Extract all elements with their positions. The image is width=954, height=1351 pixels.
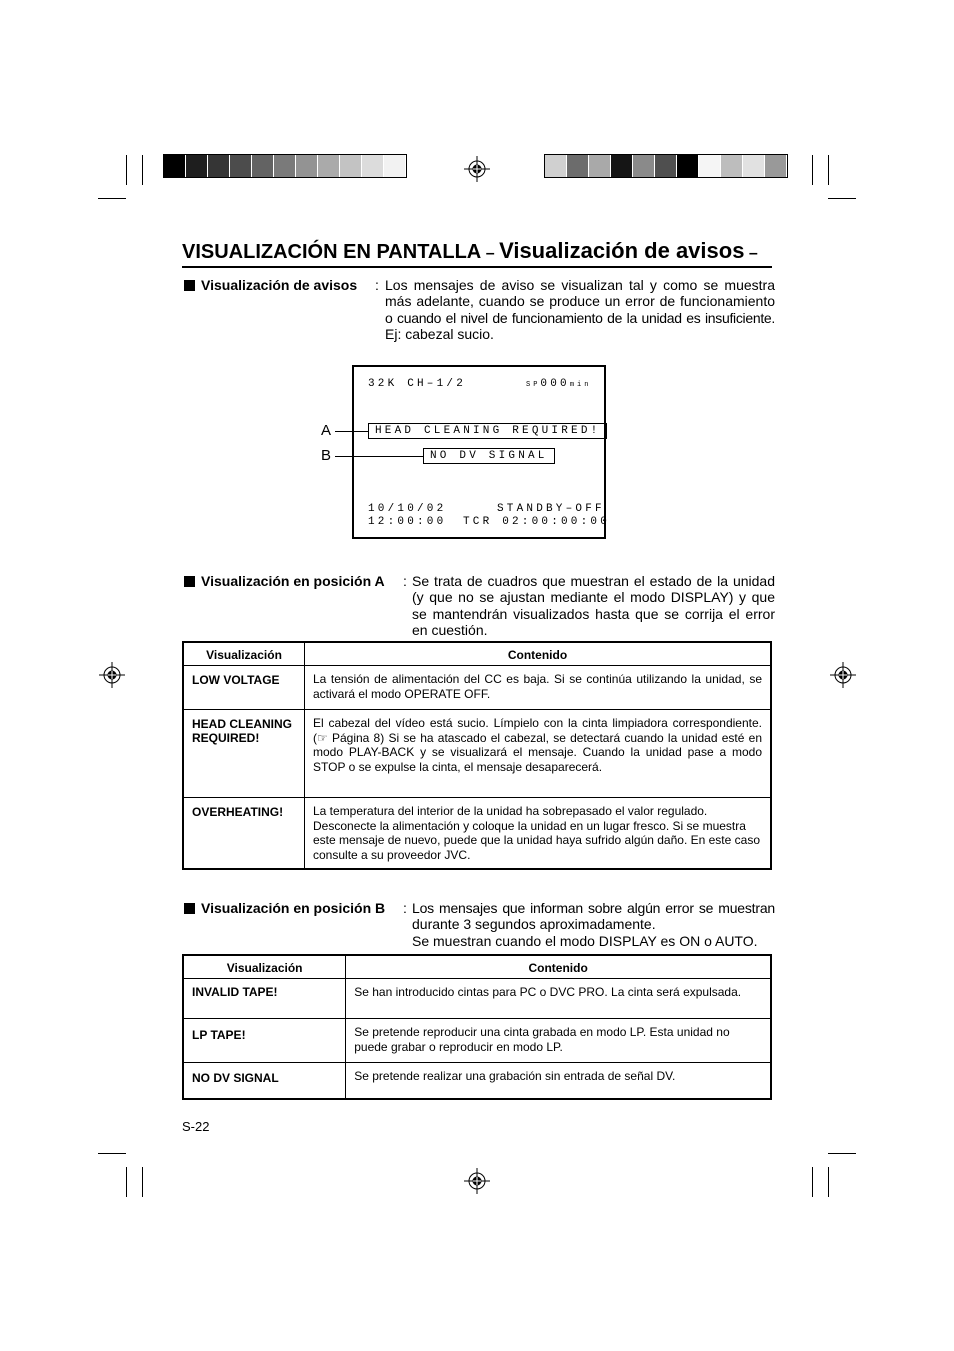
screen-time: 12:00:00 (368, 516, 447, 528)
row-key: LP TAPE! (183, 1019, 346, 1063)
screen-line1-left: 32K CH–1/2 (368, 378, 467, 390)
row-key: HEAD CLEANING REQUIRED! (183, 710, 305, 798)
section-a-line: Se trata de cuadros que muestran el estado de la unidad (412, 573, 775, 589)
row-key: OVERHEATING! (183, 798, 305, 870)
section-b-table (182, 954, 772, 1100)
section-b-colon: : (403, 900, 407, 916)
title-dash: – (748, 245, 758, 262)
page-title (182, 238, 758, 264)
row-value: Se pretende realizar una grabación sin entrada de señal DV. (346, 1063, 771, 1099)
page-number: S-22 (182, 1119, 210, 1134)
registration-target-icon (464, 156, 490, 182)
crop-mark-tr-v (828, 155, 829, 185)
crop-mark-bl-h (98, 1153, 126, 1154)
crop-mark-tr-h (828, 198, 856, 199)
square-bullet-icon (184, 576, 195, 587)
column-header-visualizacion: Visualización (183, 955, 346, 979)
section-a-heading-text: Visualización en posición A (201, 573, 385, 589)
column-header-contenido: Contenido (305, 642, 772, 666)
gray-scale-bar-right (544, 154, 788, 178)
screen-standby: STANDBY–OFF (497, 503, 605, 515)
screen-counter: 000 (540, 378, 570, 390)
section-a-paragraph (412, 573, 775, 638)
section-a-table (182, 641, 772, 870)
label-a: A (321, 422, 332, 439)
column-header-visualizacion: Visualización (183, 642, 305, 666)
column-header-contenido: Contenido (346, 955, 771, 979)
table-row (183, 979, 771, 1019)
crop-mark-br-v (828, 1167, 829, 1197)
intro-heading-text: Visualización de avisos (201, 277, 358, 293)
screen-line1-right (526, 378, 591, 390)
title-caps: VISUALIZACIÓN EN PANTALLA (182, 241, 482, 263)
square-bullet-icon (184, 903, 195, 914)
registration-target-icon (464, 1168, 490, 1194)
section-a-line: (y que no se ajustan mediante el modo DISPLAY) y que (412, 589, 775, 606)
row-value: La tensión de alimentación del CC es baja. Si se continúa utilizando la unidad, se activará el modo OPERATE OFF. (305, 666, 772, 710)
row-key: INVALID TAPE! (183, 979, 346, 1019)
registration-target-icon (99, 662, 125, 688)
screen-date: 10/10/02 (368, 503, 447, 515)
square-bullet-icon (184, 280, 195, 291)
table-header-row (183, 955, 771, 979)
table-header-row (183, 642, 771, 666)
intro-heading (184, 277, 357, 293)
crop-mark-br-h (828, 1153, 856, 1154)
title-dash: – (485, 245, 495, 262)
crop-mark-tl-v (126, 155, 127, 185)
screen-message-b: NO DV SIGNAL (423, 448, 555, 464)
section-a-line: en cuestión. (412, 621, 488, 638)
screen-display-illustration (352, 365, 611, 539)
crop-mark-bl-v2 (142, 1167, 143, 1197)
section-a-line: se mantendrán visualizados hasta que se corrija el error (412, 605, 775, 622)
title-underline (182, 266, 772, 268)
table-row (183, 666, 771, 710)
intro-paragraph (385, 277, 775, 342)
section-a-colon: : (403, 573, 407, 589)
section-a-heading (184, 573, 385, 589)
screen-sp: SP (526, 381, 541, 389)
crop-mark-bl-v (126, 1167, 127, 1197)
section-b-paragraph (412, 900, 775, 949)
section-b-heading (184, 900, 385, 916)
row-value: La temperatura del interior de la unidad ha sobrepasado el valor regulado. Desconecte la alimentación y coloque la unidad en un lugar fresco. Si se muestra este mensaje de nuevo, puede que la unidad haya sufrido algún daño. En este caso consulte a su proveedor JVC. (305, 798, 772, 870)
row-key: LOW VOLTAGE (183, 666, 305, 710)
label-b: B (321, 447, 332, 464)
crop-mark-tl-h (98, 198, 126, 199)
title-sub: Visualización de avisos (499, 238, 745, 263)
intro-colon: : (375, 277, 379, 293)
table-row (183, 1019, 771, 1063)
section-b-heading-text: Visualización en posición B (201, 900, 386, 916)
row-value: Se pretende reproducir una cinta grabada en modo LP. Esta unidad no puede grabar o reproducir en modo LP. (346, 1019, 771, 1063)
intro-line: más adelante, cuando se produce un error de funcionamiento (385, 293, 775, 310)
intro-line: Ej: cabezal sucio. (385, 325, 494, 342)
row-key: NO DV SIGNAL (183, 1063, 346, 1099)
gray-scale-bar-left (163, 154, 407, 178)
row-value: Se han introducido cintas para PC o DVC PRO. La cinta será expulsada. (346, 979, 771, 1019)
screen-message-a: HEAD CLEANING REQUIRED! (368, 423, 607, 439)
screen-min: min (569, 381, 592, 389)
row-value: El cabezal del vídeo está sucio. Límpielo con la cinta limpiadora correspondiente. (☞ Página 8) Si se ha atascado el cabezal, se detectará cuando la unidad esté en modo PLAY-BACK y se visualizará el mensaje. Cuando la unidad pase a modo STOP o se expulse la cinta, el mensaje desaparecerá. (305, 710, 772, 798)
registration-target-icon (830, 662, 856, 688)
table-row (183, 1063, 771, 1099)
table-row (183, 798, 771, 870)
leader-line-b (335, 456, 424, 457)
intro-line: Los mensajes de aviso se visualizan tal y como se muestra (385, 277, 775, 293)
screen-tcr: TCR 02:00:00:00 (463, 516, 611, 528)
table-row (183, 710, 771, 798)
intro-line: o cuando el nivel de funcionamiento de la unidad es insuficiente. (385, 309, 775, 326)
section-b-line: Los mensajes que informan sobre algún error se muestran (412, 900, 775, 916)
section-b-line: durante 3 segundos aproximadamente. (412, 916, 656, 933)
crop-mark-tr-v2 (812, 155, 813, 185)
crop-mark-tl-v2 (142, 155, 143, 185)
leader-line-a (335, 431, 369, 432)
crop-mark-br-v2 (812, 1167, 813, 1197)
section-b-line: Se muestran cuando el modo DISPLAY es ON o AUTO. (412, 932, 758, 949)
